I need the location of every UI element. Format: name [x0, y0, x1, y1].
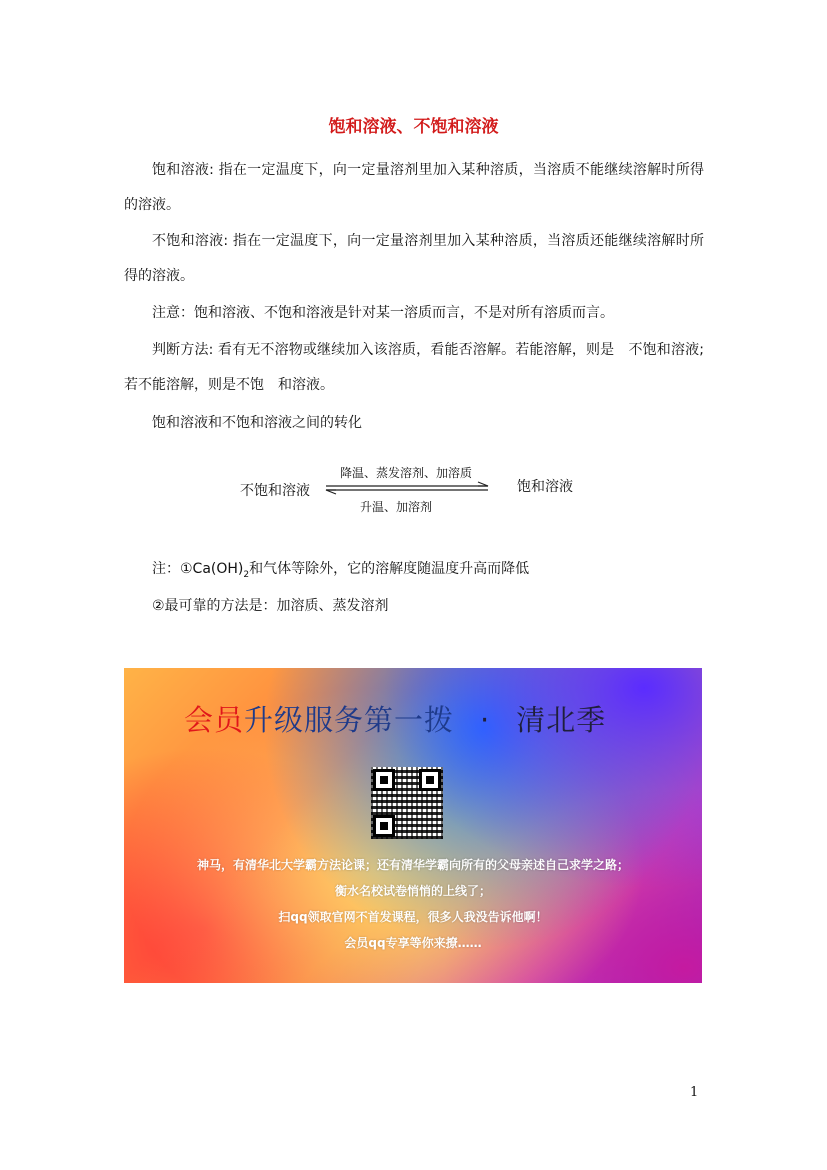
note-prefix: 注：①Ca(OH) [152, 561, 244, 577]
paragraph-conversion-heading: 饱和溶液和不饱和溶液之间的转化 [152, 415, 362, 431]
diagram-unsaturated-label: 不饱和溶液 [240, 483, 310, 499]
banner-title [184, 698, 606, 739]
paragraph-saturated-definition: 饱和溶液: 指在一定温度下，向一定量溶剂里加入某种溶质，当溶质不能继续溶解时所得的溶液。 [124, 162, 704, 213]
banner-title-season: 清北季 [516, 703, 607, 737]
note-suffix: 和气体等除外，它的溶解度随温度升高而降低 [249, 561, 530, 577]
banner-title-upgrade: 升级服务第一拨 [244, 703, 455, 737]
note-subscript: 2 [243, 569, 250, 580]
paragraph-exception-note [124, 552, 704, 593]
diagram-reverse-condition: 升温、加溶剂 [360, 500, 433, 514]
banner-line-1: 神马，有清华北大学霸方法论课；还有清华学霸向所有的父母亲述自己求学之路； [196, 858, 629, 872]
document-title: 饱和溶液、不饱和溶液 [328, 117, 499, 137]
paragraph-reliable-method: ②最可靠的方法是：加溶质、蒸发溶剂 [152, 598, 389, 614]
banner-line-2: 衡水名校试卷悄悄的上线了； [334, 884, 491, 898]
banner-line-3: 扫qq领取官网不首发课程，很多人我没告诉他啊！ [278, 910, 548, 924]
page-number: 1 [690, 1085, 699, 1100]
qr-code-icon[interactable] [371, 767, 443, 839]
paragraph-judgment-method: 判断方法: 看有无不溶物或继续加入该溶质，看能否溶解。若能溶解，则是 不饱和溶液;若不能溶解，则是不饱 和溶液。 [124, 342, 704, 393]
paragraph-unsaturated-definition: 不饱和溶液: 指在一定温度下，向一定量溶剂里加入某种溶质，当溶质还能继续溶解时所得的溶液。 [124, 233, 704, 284]
paragraph-note: 注意：饱和溶液、不饱和溶液是针对某一溶质而言，不是对所有溶质而言。 [152, 305, 614, 321]
conversion-diagram [230, 458, 590, 518]
diagram-forward-condition: 降温、蒸发溶剂、加溶质 [340, 466, 473, 480]
banner-title-member: 会员 [184, 703, 245, 737]
diagram-saturated-label: 饱和溶液 [517, 479, 573, 495]
promo-banner[interactable] [124, 668, 702, 983]
banner-title-dot: · [480, 703, 491, 737]
banner-line-4: 会员qq专享等你来撩…… [344, 936, 482, 950]
double-arrow-icon [230, 458, 590, 518]
